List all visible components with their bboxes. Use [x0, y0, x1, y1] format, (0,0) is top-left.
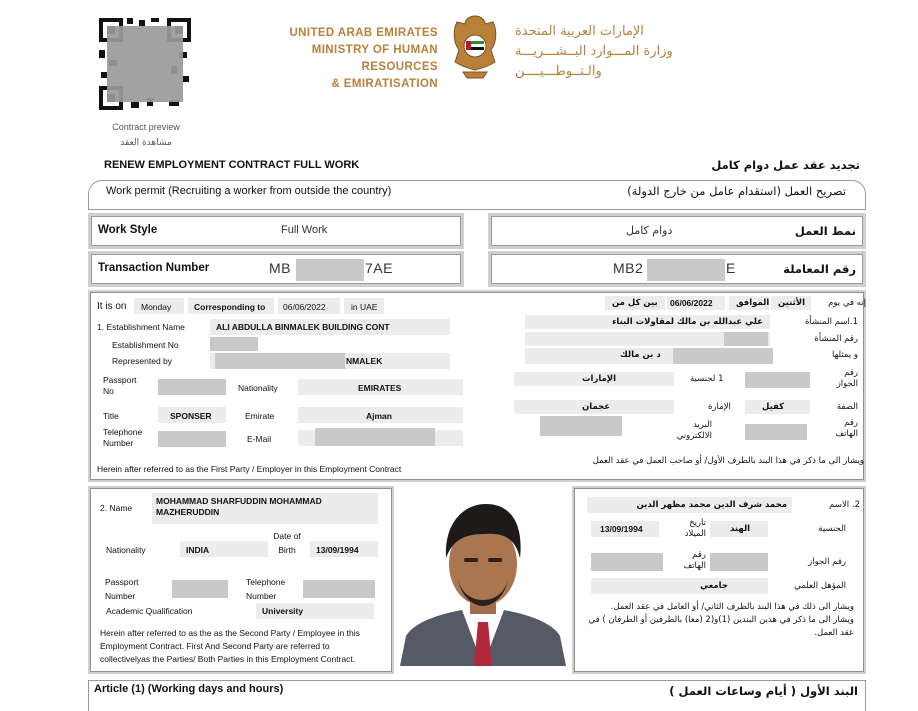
uae-emblem-icon	[447, 12, 503, 82]
emirate-label: Emirate	[245, 411, 275, 421]
sp-qualification-label: Academic Qualification	[106, 606, 193, 616]
ar-sp-name-value: محمد شرف الدين محمد مظهر الدين	[636, 500, 787, 510]
est-no-redaction	[210, 337, 258, 351]
sp-nationality-label: Nationality	[106, 545, 146, 555]
sp-telephone-redaction	[303, 580, 375, 598]
ar-emirate-value: عجمان	[582, 402, 611, 412]
sp-telephone-label: Telephone Number	[246, 577, 286, 601]
ar-sp-phone-label: رقم الهاتف	[683, 550, 706, 571]
date-value: 06/06/2022	[283, 302, 326, 312]
ar-nationality-label: 1 لجنسية	[690, 374, 724, 384]
ar-phone-label: رقم الهاتف	[835, 418, 858, 439]
sp-passport-label: Passport Number	[105, 577, 139, 601]
transaction-redaction-en	[296, 259, 364, 281]
article-1-title-ar: البند الأول ( أيام وساعات العمل )	[669, 684, 858, 698]
ar-day-value: الأثنين	[778, 298, 806, 308]
ar-sp-nationality-value: الهند	[730, 524, 751, 534]
contract-preview-ar: مشاهدة العقد	[120, 138, 172, 148]
sp-footer-en: Herein after referred to as the as the Second Party / Employee in this Employment Contract. First And Second Party are referred to collectivelyas the Parties/ Both Parties in this Employment Contract.	[100, 628, 360, 664]
est-no-label: Establishment No	[112, 340, 179, 350]
ar-email-label: البريد الالكتروني	[676, 420, 712, 441]
nationality-label: Nationality	[238, 383, 278, 393]
title-label: Title	[103, 411, 119, 421]
est-name-label: 1. Establishment Name	[97, 322, 185, 332]
ar-sp-phone-redaction	[591, 553, 663, 571]
ar-email-redaction	[540, 416, 622, 436]
transaction-prefix-ar: MB2	[613, 260, 644, 276]
ar-sp-name-label: 2. الاسم	[829, 500, 860, 510]
nationality-value: EMIRATES	[358, 383, 402, 393]
transaction-ar-box	[488, 251, 866, 287]
ar-est-name-label: 1.اسم المنشأة	[804, 317, 858, 327]
work-style-value-en: Full Work	[281, 224, 328, 236]
sp-name-value: MOHAMMAD SHARFUDDIN MOHAMMAD MAZHERUDDIN	[156, 496, 322, 517]
ar-between-label: بين كل من	[612, 298, 658, 308]
ar-sp-dob-value: 13/09/1994	[600, 524, 643, 534]
transaction-redaction-ar	[647, 259, 725, 281]
ar-sp-passport-redaction	[710, 553, 768, 571]
qr-code	[97, 16, 193, 112]
sp-qualification-value: University	[262, 606, 304, 616]
ar-title-label: الصفة	[836, 402, 858, 412]
work-permit-ar: تصريح العمل (استقدام عامل من خارج الدولة)	[627, 184, 846, 198]
transaction-prefix-en: MB	[269, 260, 291, 276]
ar-sp-footer: ويشار الى ذلك في هذا البند بالطرف الثاني/ أو العامل في عقد العمل. ويشار الى ما ذكر في هذين البندين (1)و(2 (معا) بالطرفين أو الطرفان ) في عقد العمل.	[588, 602, 854, 638]
it-is-on-label: It is on	[97, 301, 127, 312]
work-style-label-en: Work Style	[98, 224, 158, 236]
ar-passport-label: رقم الجواز	[836, 368, 858, 389]
est-name-value: ALI ABDULLA BINMALEK BUILDING CONT	[216, 322, 390, 332]
first-party-footer-ar: ويشار الى ما ذكر في هذا البند بالطرف الأول/ أو صاحب العمل في عقد العمل	[592, 456, 864, 466]
ar-represented-value: د بن مالك	[620, 350, 661, 360]
represented-value: NMALEK	[346, 356, 383, 366]
telephone-label: Telephone Number	[103, 427, 143, 448]
sp-passport-redaction	[172, 580, 228, 598]
ar-emirate-label: الإمارة	[708, 402, 731, 412]
work-permit-en: Work permit (Recruiting a worker from outside the country)	[106, 185, 392, 197]
sp-nationality-value: INDIA	[186, 545, 210, 555]
represented-redaction	[215, 353, 345, 369]
contract-title-en: RENEW EMPLOYMENT CONTRACT FULL WORK	[104, 159, 360, 171]
ar-sp-dob-label: تاريخ الميلاد	[684, 518, 706, 539]
ar-title-value: كفيل	[762, 402, 785, 412]
first-party-footer-en: Herein after referred to as the First Party / Employer in this Employment Contract	[97, 464, 402, 474]
contract-title-ar: تجديد عقد عمل دوام كامل	[711, 158, 860, 172]
in-uae-label: in UAE	[351, 302, 378, 312]
transaction-label-ar: رقم المعاملة	[783, 262, 856, 276]
ar-sp-nationality-label: الجنسية	[818, 524, 846, 534]
telephone-redaction	[158, 431, 226, 447]
article-1-title-en: Article (1) (Working days and hours)	[94, 683, 284, 695]
ar-est-no-label: رقم المنشأة	[814, 334, 858, 344]
ar-phone-redaction	[745, 424, 807, 440]
sp-name-label: 2. Name	[100, 503, 133, 513]
contract-preview-en: Contract preview	[112, 122, 180, 132]
qr-code-redaction	[107, 26, 183, 102]
ar-sp-qualification-label: المؤهل العلمي	[794, 581, 846, 591]
emirate-value: Ajman	[366, 411, 392, 421]
passport-label: Passport No	[103, 375, 137, 396]
ar-sp-passport-label: رقم الجواز	[808, 557, 846, 567]
transaction-label-en: Transaction Number	[98, 262, 210, 274]
corresponding-label: Corresponding to	[194, 302, 266, 312]
email-label: E-Mail	[247, 434, 272, 444]
title-value: SPONSER	[170, 411, 212, 421]
represented-label: Represented by	[112, 356, 173, 366]
ar-represented-redaction	[673, 348, 773, 364]
transaction-en-box	[88, 251, 464, 287]
email-redaction	[315, 428, 435, 446]
ar-sp-qualification-value: جامعي	[700, 581, 728, 591]
work-style-label-ar: نمط العمل	[794, 224, 856, 238]
transaction-suffix-ar: E	[726, 260, 736, 276]
sp-dob-label: Date of Birth	[273, 531, 301, 555]
work-style-en-box	[88, 213, 464, 249]
transaction-suffix-en: 7AE	[365, 260, 393, 276]
passport-redaction	[158, 379, 226, 395]
ar-est-name-value: علي عبدالله بن مالك لمقاولات البناء	[612, 317, 763, 327]
ar-passport-redaction	[745, 372, 810, 388]
ministry-name-en: UNITED ARAB EMIRATES MINISTRY OF HUMAN RESOURCES & EMIRATISATION	[289, 27, 438, 90]
day-value: Monday	[141, 302, 172, 312]
ministry-name-ar: الإمارات العربية المتحدة وزارة المـــوارد البــشـــريـــة والـتــوطـــيــــن	[515, 24, 673, 79]
ar-date-value: 06/06/2022	[670, 298, 713, 308]
work-style-value-ar: دوام كامل	[626, 224, 673, 237]
sp-dob-value: 13/09/1994	[316, 545, 359, 555]
ar-nationality-value: الإمارات	[582, 374, 617, 384]
ar-represented-label: و يمثلها	[832, 350, 858, 360]
ar-it-is-on-label: إنه في يوم	[828, 298, 866, 308]
work-style-ar-box	[488, 213, 866, 249]
ar-est-no-redaction	[724, 332, 768, 346]
ar-corresponding-label: الموافق	[736, 298, 770, 308]
employee-photo	[400, 498, 566, 666]
